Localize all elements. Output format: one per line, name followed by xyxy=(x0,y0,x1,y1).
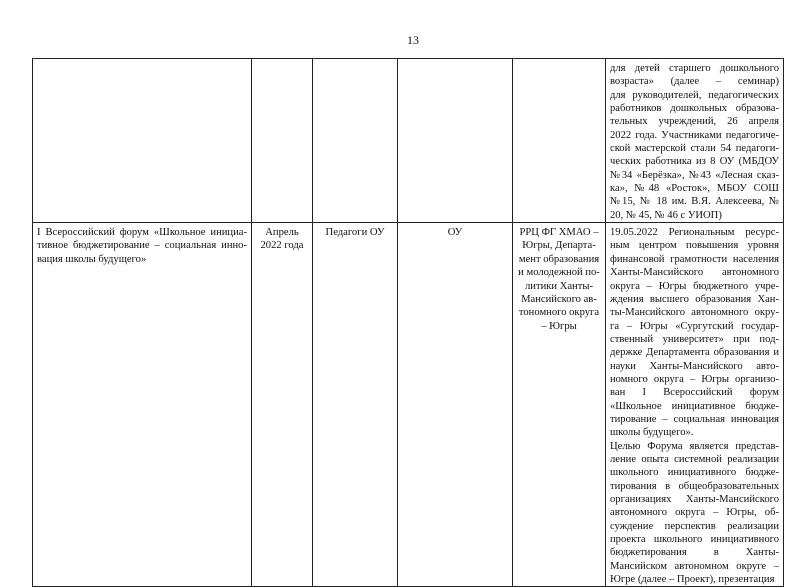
text-line: для детей старшего дошкольного xyxy=(610,63,779,74)
text-line: Педагоги ОУ xyxy=(325,227,385,239)
text-line: ным центром повышения уровня xyxy=(610,240,779,252)
text-line: округа – Югры бюджетного учре- xyxy=(610,280,779,292)
organizers-cell xyxy=(513,59,606,223)
text-line: науки Ханты-Мансийского авто- xyxy=(610,360,779,372)
organizers-cell xyxy=(513,223,606,587)
table-row xyxy=(33,59,784,223)
institutions-cell xyxy=(398,223,513,587)
text-line: №34 «Берёзка», №43 «Лесная сказ- xyxy=(610,169,779,181)
date-cell xyxy=(252,223,313,587)
text-line: Югры, Департа- xyxy=(522,240,596,252)
text-line: Апрель xyxy=(265,227,299,239)
event-cell xyxy=(33,59,252,223)
text-line: Югре (далее – Проект), презентация xyxy=(610,574,775,586)
text-line: «Школьное инициативное бюдже- xyxy=(610,400,779,412)
text-line: тирование – социальная инновация xyxy=(610,413,779,425)
text-line: и молодежной по- xyxy=(518,267,600,279)
text-line: школьного инициативного бюдже- xyxy=(610,467,779,479)
text-line: тирования в общеобразовательных xyxy=(610,480,779,492)
text-line: работников дошкольных образова- xyxy=(610,103,779,115)
text-line: ческих работника из 8 ОУ (МБДОУ xyxy=(610,156,779,168)
text-line: I Всероссийский форум «Школьное инициа- xyxy=(37,227,247,239)
text-line: возраста» (далее – семинар) xyxy=(610,76,779,88)
text-line: РРЦ ФГ ХМАО – xyxy=(519,227,599,239)
text-line: автономного округа – Югры, об- xyxy=(610,507,779,519)
text-line: проекта школьного инициативного xyxy=(610,534,779,546)
text-line: Мансийском автономном округе – xyxy=(610,560,779,572)
text-line: ван I Всероссийский форум xyxy=(610,387,779,399)
text-line: №15, № 18 им. В.Я. Алексеева, № xyxy=(610,196,779,208)
text-line: 2022 года xyxy=(260,240,304,252)
text-line: вация школы будущего» xyxy=(37,253,147,265)
text-line: га – Югры «Сургутский государ- xyxy=(610,320,779,332)
participants-cell xyxy=(313,223,398,587)
text-line: ление опыта системной реализации xyxy=(610,453,779,465)
institutions-cell xyxy=(398,59,513,223)
result-cell xyxy=(606,59,784,223)
result-cell xyxy=(606,223,784,587)
text-line: номного округа – Югры организо- xyxy=(610,373,779,385)
text-line: Ханты-Мансийского автономного xyxy=(610,267,779,279)
text-line: ждения высшего образования Хан- xyxy=(610,293,779,305)
text-line: организациях Ханты-Мансийского xyxy=(610,494,779,505)
text-line: тономного округа xyxy=(518,307,600,319)
table-row xyxy=(33,223,784,587)
text-line: ОУ xyxy=(447,227,463,239)
text-line: – Югры xyxy=(541,320,577,332)
text-line: мент образования xyxy=(518,253,600,265)
event-cell xyxy=(33,223,252,587)
text-line: 19.05.2022 Региональным ресурс- xyxy=(610,227,779,239)
text-line: ской мастерской стали 54 педагоги- xyxy=(610,143,779,155)
text-line: ты-Мансийского автономного окру- xyxy=(610,307,779,319)
events-table xyxy=(32,58,784,587)
text-line: для руководителей, педагогических xyxy=(610,89,779,101)
text-line: Целью Форума является представ- xyxy=(610,440,779,452)
page-number: 13 xyxy=(407,33,419,47)
date-cell xyxy=(252,59,313,223)
participants-cell xyxy=(313,59,398,223)
text-line: Мансийского ав- xyxy=(521,293,597,305)
text-line: 2022 года. Участниками педагогиче- xyxy=(610,129,779,141)
text-line: литики Ханты- xyxy=(524,280,594,292)
text-line: тивное бюджетирование – социальная инно- xyxy=(37,240,247,252)
text-line: суждение перспектив реализации xyxy=(610,520,779,532)
text-line: бюджетирования в Ханты- xyxy=(610,547,779,559)
text-line: ственный университет» при под- xyxy=(610,333,779,345)
text-line: тельных учреждений, 26 апреля xyxy=(610,116,779,128)
text-line: ка», №48 «Росток», МБОУ СОШ xyxy=(610,183,779,195)
text-line: финансовой грамотности населения xyxy=(610,253,779,265)
text-line: школы будущего». xyxy=(610,427,694,439)
text-line: 20, № 45, № 46 с УИОП) xyxy=(610,209,722,221)
text-line: держке Департамента образования и xyxy=(610,347,779,359)
